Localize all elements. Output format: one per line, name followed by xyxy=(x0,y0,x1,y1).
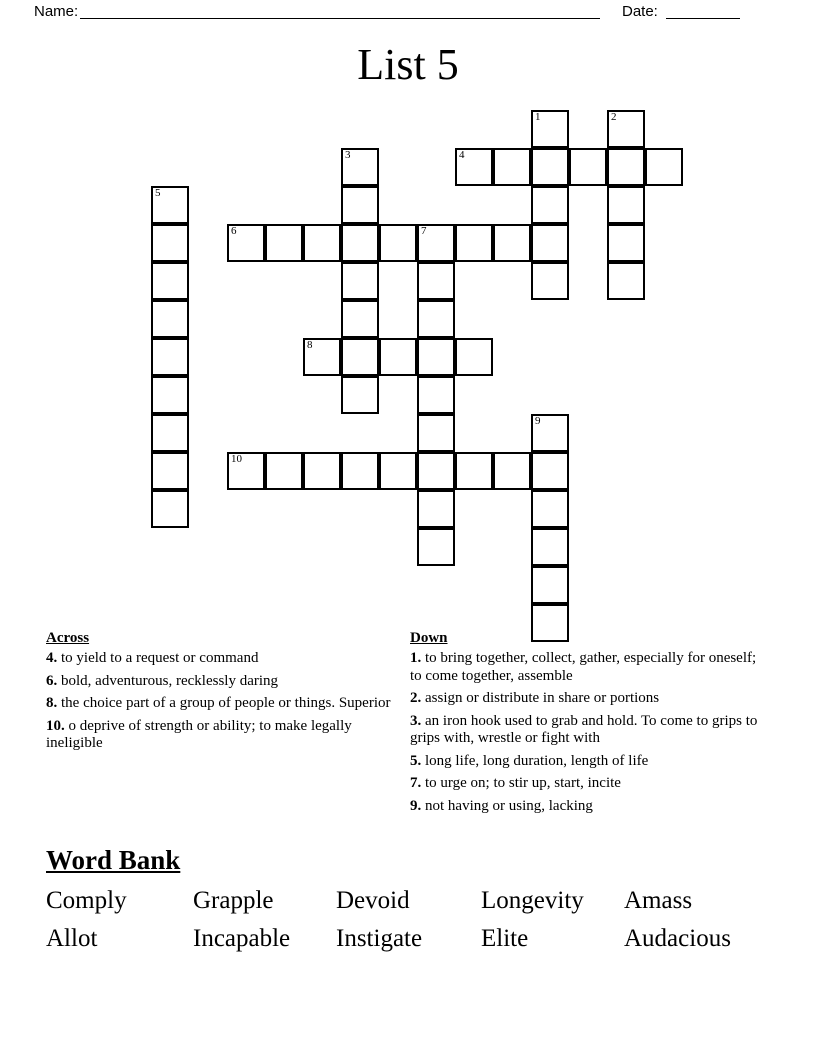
grid-cell-numbered-8[interactable] xyxy=(303,338,341,376)
grid-cell[interactable] xyxy=(455,338,493,376)
cell-number: 1 xyxy=(535,111,541,123)
grid-cell[interactable] xyxy=(151,452,189,490)
word-bank xyxy=(46,845,786,958)
grid-cell[interactable] xyxy=(569,148,607,186)
down-clue-text: not having or using, lacking xyxy=(421,797,593,814)
word-bank-word[interactable]: Allot xyxy=(46,925,98,952)
down-clue-9 xyxy=(410,798,770,816)
grid-cell[interactable] xyxy=(151,224,189,262)
down-clue-number: 2. xyxy=(410,690,422,707)
cell-number: 5 xyxy=(155,187,161,199)
grid-cell[interactable] xyxy=(531,262,569,300)
grid-cell[interactable] xyxy=(531,186,569,224)
down-clues-column xyxy=(410,630,770,820)
grid-cell-numbered-1[interactable] xyxy=(531,110,569,148)
grid-cell-numbered-10[interactable] xyxy=(227,452,265,490)
grid-cell[interactable] xyxy=(455,224,493,262)
cell-number: 8 xyxy=(307,339,313,351)
grid-cell[interactable] xyxy=(607,186,645,224)
grid-cell[interactable] xyxy=(493,148,531,186)
grid-cell[interactable] xyxy=(151,338,189,376)
across-heading: Across xyxy=(46,630,90,646)
down-clue-text: an iron hook used to grab and hold. To come to grips to grips with, wrestle or fight with xyxy=(410,712,758,747)
grid-cell-numbered-4[interactable] xyxy=(455,148,493,186)
grid-cell[interactable] xyxy=(417,414,455,452)
across-clue-8 xyxy=(46,695,391,713)
down-clue-number: 1. xyxy=(410,650,422,666)
cell-number: 7 xyxy=(421,225,427,237)
cell-number: 4 xyxy=(459,149,465,161)
grid-cell[interactable] xyxy=(417,490,455,528)
across-clues-column xyxy=(46,630,391,758)
word-bank-word[interactable]: Incapable xyxy=(193,925,291,952)
word-bank-title: Word Bank xyxy=(46,845,181,875)
grid-cell-numbered-9[interactable] xyxy=(531,414,569,452)
down-clue-1 xyxy=(410,650,770,685)
grid-cell[interactable] xyxy=(303,224,341,262)
grid-cell-numbered-5[interactable] xyxy=(151,186,189,224)
grid-cell[interactable] xyxy=(417,338,455,376)
across-clue-10 xyxy=(46,718,391,753)
grid-cell[interactable] xyxy=(341,262,379,300)
grid-cell-numbered-7[interactable] xyxy=(417,224,455,262)
grid-cell[interactable] xyxy=(341,186,379,224)
down-clue-number: 3. xyxy=(410,712,422,729)
grid-cell[interactable] xyxy=(607,148,645,186)
grid-cell[interactable] xyxy=(607,224,645,262)
grid-cell[interactable] xyxy=(379,452,417,490)
down-clue-5 xyxy=(410,753,770,771)
cell-number: 10 xyxy=(231,453,242,465)
down-clue-number: 5. xyxy=(410,752,422,769)
down-clue-number: 7. xyxy=(410,775,422,792)
word-bank-word[interactable]: Devoid xyxy=(336,887,410,914)
grid-cell[interactable] xyxy=(341,300,379,338)
grid-cell[interactable] xyxy=(531,566,569,604)
across-clue-number: 6. xyxy=(46,672,58,689)
down-clue-text: assign or distribute in share or portions xyxy=(421,690,660,707)
grid-cell[interactable] xyxy=(531,452,569,490)
grid-cell[interactable] xyxy=(379,338,417,376)
grid-cell[interactable] xyxy=(265,224,303,262)
grid-cell[interactable] xyxy=(417,300,455,338)
grid-cell[interactable] xyxy=(493,224,531,262)
grid-cell[interactable] xyxy=(531,224,569,262)
grid-cell[interactable] xyxy=(531,148,569,186)
grid-cell[interactable] xyxy=(493,452,531,490)
grid-cell[interactable] xyxy=(531,528,569,566)
grid-cell[interactable] xyxy=(455,452,493,490)
cell-number: 3 xyxy=(345,149,351,161)
word-bank-word[interactable]: Elite xyxy=(481,925,529,952)
grid-cell[interactable] xyxy=(417,262,455,300)
grid-cell-numbered-6[interactable] xyxy=(227,224,265,262)
across-clue-number: 8. xyxy=(46,695,58,712)
grid-cell-numbered-3[interactable] xyxy=(341,148,379,186)
down-clue-number: 9. xyxy=(410,797,422,814)
grid-cell[interactable] xyxy=(531,490,569,528)
down-clue-7 xyxy=(410,775,770,793)
word-bank-row xyxy=(46,882,786,920)
page-title: List 5 xyxy=(357,40,459,89)
grid-cell[interactable] xyxy=(151,300,189,338)
grid-cell[interactable] xyxy=(265,452,303,490)
word-bank-word[interactable]: Grapple xyxy=(193,887,274,914)
grid-cell[interactable] xyxy=(417,452,455,490)
across-clue-text: bold, adventurous, recklessly daring xyxy=(57,672,279,689)
grid-cell[interactable] xyxy=(151,490,189,528)
cell-number: 2 xyxy=(611,111,617,123)
across-clue-text: to yield to a request or command xyxy=(57,650,259,666)
grid-cell[interactable] xyxy=(379,224,417,262)
grid-cell[interactable] xyxy=(607,262,645,300)
down-clue-3 xyxy=(410,713,770,748)
across-clue-number: 4. xyxy=(46,650,58,666)
across-clue-4 xyxy=(46,650,391,668)
grid-cell[interactable] xyxy=(417,528,455,566)
grid-cell[interactable] xyxy=(341,376,379,414)
word-bank-word[interactable]: Longevity xyxy=(481,887,584,914)
grid-cell-numbered-2[interactable] xyxy=(607,110,645,148)
down-clue-2 xyxy=(410,690,770,708)
grid-cell[interactable] xyxy=(151,262,189,300)
down-clue-text: long life, long duration, length of life xyxy=(421,752,649,769)
down-clue-text: to urge on; to stir up, start, incite xyxy=(421,775,621,792)
down-clue-text: to bring together, collect, gather, especially for oneself; to come together, assemble xyxy=(410,650,757,684)
word-bank-word[interactable]: Amass xyxy=(624,887,693,914)
cell-number: 9 xyxy=(535,415,541,427)
grid-cell[interactable] xyxy=(417,376,455,414)
date-label: Date: xyxy=(622,3,658,20)
grid-cell[interactable] xyxy=(341,452,379,490)
across-clue-text: the choice part of a group of people or things. Superior xyxy=(57,695,391,712)
word-bank-word[interactable]: Comply xyxy=(46,887,127,914)
grid-cell[interactable] xyxy=(151,376,189,414)
down-heading: Down xyxy=(410,630,448,646)
grid-cell[interactable] xyxy=(303,452,341,490)
word-bank-row xyxy=(46,920,786,958)
grid-cell[interactable] xyxy=(645,148,683,186)
across-clue-text: o deprive of strength or ability; to make legally ineligible xyxy=(46,717,352,752)
across-clue-number: 10. xyxy=(46,717,65,734)
grid-cell[interactable] xyxy=(341,224,379,262)
across-clue-6 xyxy=(46,673,391,691)
word-bank-word[interactable]: Instigate xyxy=(336,925,423,952)
cell-number: 6 xyxy=(231,225,237,237)
name-label: Name: xyxy=(34,3,79,20)
grid-cell[interactable] xyxy=(151,414,189,452)
grid-cell[interactable] xyxy=(341,338,379,376)
word-bank-word[interactable]: Audacious xyxy=(624,925,731,952)
